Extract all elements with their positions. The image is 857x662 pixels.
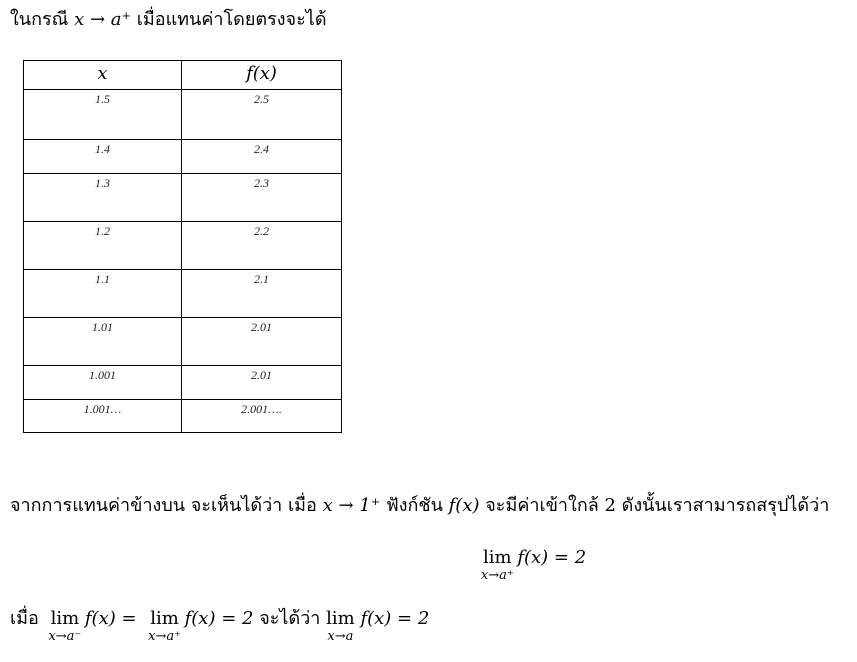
- table-row: [24, 90, 342, 140]
- cell-fx: 2.4: [182, 140, 342, 174]
- cell-x: 1.3: [24, 174, 182, 222]
- conclusion-paragraph: [10, 494, 829, 518]
- cell-x: 1.5: [24, 90, 182, 140]
- lim-subscript: x→a⁻: [48, 629, 82, 644]
- table-row: [24, 174, 342, 222]
- lim-word: lim: [326, 608, 355, 629]
- cell-fx: 2.3: [182, 174, 342, 222]
- table-header-row: [24, 61, 342, 90]
- cell-fx: 2.01: [182, 318, 342, 366]
- para-part1: จากการแทนค่าข้างบน จะเห็นได้ว่า เมื่อ: [10, 495, 317, 516]
- header-x: x: [24, 61, 182, 90]
- final-statement: [10, 607, 430, 644]
- cell-x: 1.4: [24, 140, 182, 174]
- right-lim-expression: f(x) = 2: [184, 608, 254, 629]
- para-math2: f(x): [448, 495, 480, 516]
- heading-math: x → a⁺: [74, 9, 132, 30]
- para-math1: x → 1⁺: [322, 495, 381, 516]
- cell-fx: 2.5: [182, 90, 342, 140]
- para-part2: ฟังก์ชัน: [385, 495, 443, 516]
- final-prefix: เมื่อ: [10, 608, 39, 629]
- table-row: [24, 140, 342, 174]
- left-lim-expression: f(x) =: [84, 608, 137, 629]
- right-lim-operator: [148, 607, 182, 644]
- right-limit-equation: [480, 546, 587, 583]
- table-row: [24, 270, 342, 318]
- lim-word: lim: [483, 547, 512, 568]
- lim-subscript: x→a⁺: [148, 629, 182, 644]
- lim-expression: f(x) = 2: [517, 547, 587, 568]
- two-sided-lim-operator: [326, 607, 355, 644]
- cell-fx: 2.01: [182, 366, 342, 400]
- para-part3: จะมีค่าเข้าใกล้ 2 ดังนั้นเราสามารถสรุปได้ว่า: [485, 495, 830, 516]
- lim-operator: [480, 546, 514, 583]
- final-middle: จะได้ว่า: [259, 608, 321, 629]
- values-table: [23, 60, 342, 433]
- cell-x: 1.01: [24, 318, 182, 366]
- cell-fx: 2.001….: [182, 400, 342, 433]
- lim-word: lim: [50, 608, 80, 629]
- cell-x: 1.1: [24, 270, 182, 318]
- heading: [10, 8, 327, 32]
- lim-subscript: x→a: [327, 629, 354, 644]
- table-row: [24, 222, 342, 270]
- cell-fx: 2.1: [182, 270, 342, 318]
- two-sided-lim-expression: f(x) = 2: [360, 608, 430, 629]
- cell-x: 1.001…: [24, 400, 182, 433]
- lim-subscript: x→a⁺: [480, 568, 514, 583]
- cell-x: 1.2: [24, 222, 182, 270]
- table-row: [24, 400, 342, 433]
- table-row: [24, 366, 342, 400]
- header-fx: f(x): [182, 61, 342, 90]
- cell-fx: 2.2: [182, 222, 342, 270]
- left-lim-operator: [48, 607, 82, 644]
- heading-prefix: ในกรณี: [10, 9, 69, 30]
- heading-suffix: เมื่อแทนค่าโดยตรงจะได้: [136, 9, 327, 30]
- cell-x: 1.001: [24, 366, 182, 400]
- table-row: [24, 318, 342, 366]
- lim-word: lim: [150, 608, 179, 629]
